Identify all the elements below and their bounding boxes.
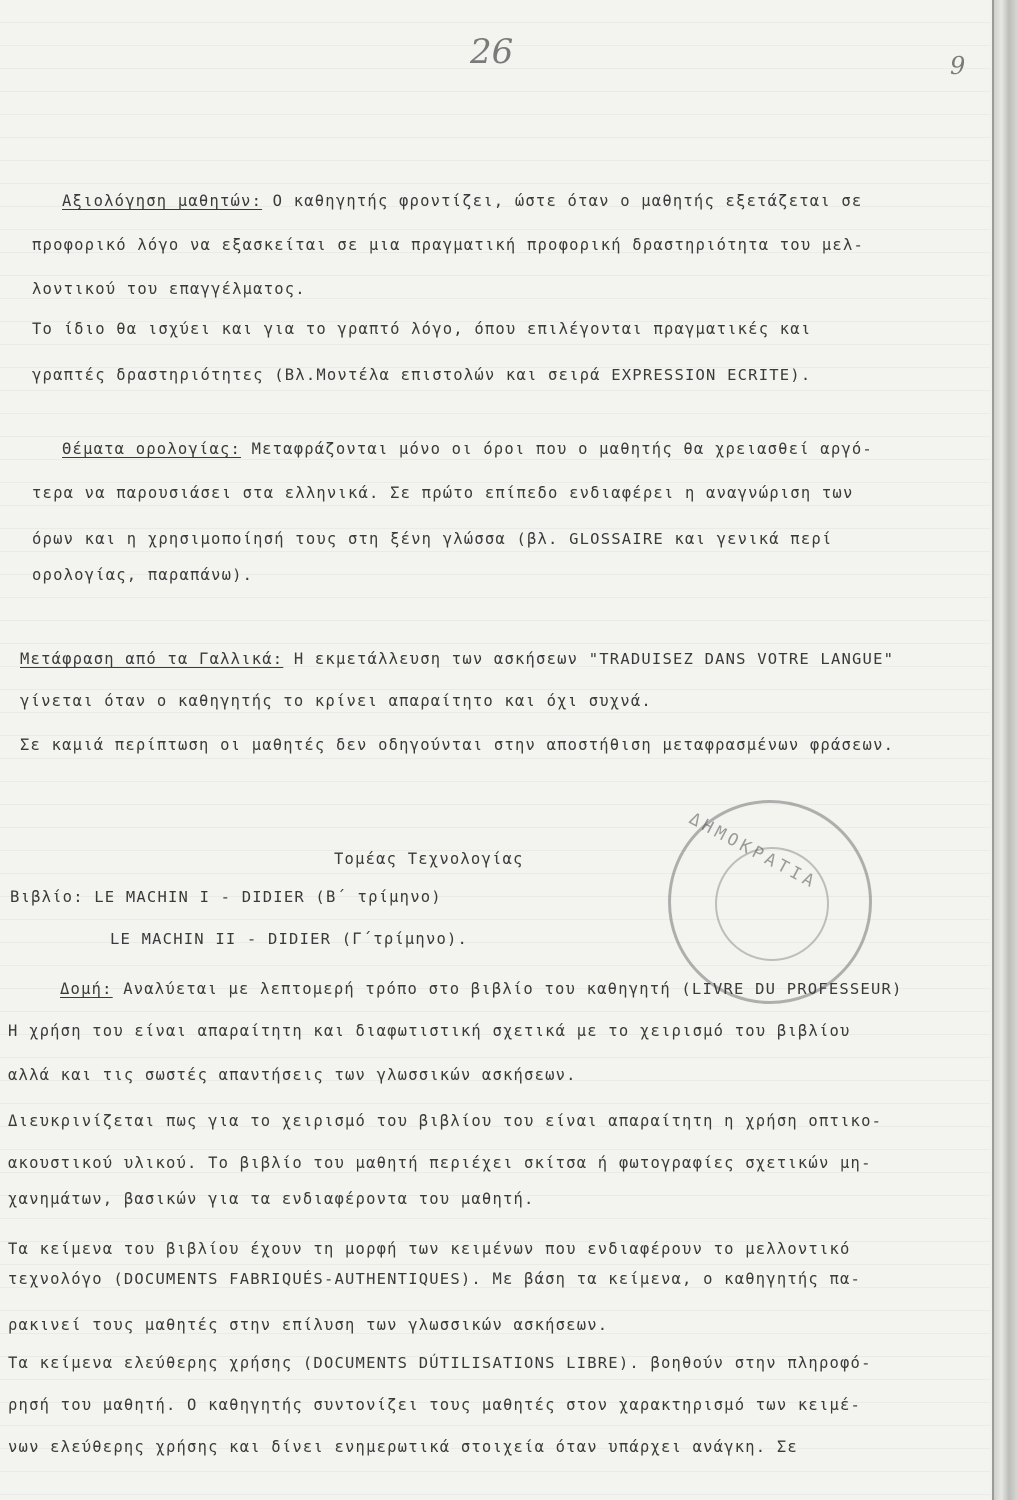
text-line [32,320,811,338]
text-segment: Τομέας Τεχνολογίας [334,850,524,868]
text-line [10,888,442,906]
text-segment: ρησή του μαθητή. Ο καθηγητής συντονίζει τους μαθητές στον χαρακτηρισμό των κειμέ- [8,1396,862,1414]
text-line [32,280,306,298]
text-segment: ορολογίας, παραπάνω). [32,566,254,584]
text-line [8,1438,798,1456]
text-line [8,1354,872,1372]
text-segment: Μεταφράζονται μόνο οι όροι που ο μαθητής θα χρειασθεί αργό- [241,440,873,458]
text-line [20,650,894,668]
text-line [32,236,864,254]
text-segment: τερα να παρουσιάσει στα ελληνικά. Σε πρώτο επίπεδο ενδιαφέρει η αναγνώριση των [32,484,854,502]
text-line [8,1066,577,1084]
text-segment: Τα κείμενα του βιβλίου έχουν τη μορφή των κειμένων που ενδιαφέρουν το μελλοντικό [8,1240,851,1258]
text-segment: Τα κείμενα ελεύθερης χρήσης (DOCUMENTS DÚTILISATIONS LIBRE). βοηθούν στην πληροφό- [8,1354,872,1372]
text-line [20,692,652,710]
text-line [8,1316,608,1334]
stamp-text: ΔΗΜΟΚΡΑΤΙΑ [685,809,821,894]
text-segment: τεχνολόγο (DOCUMENTS FABRIQUÉS-AUTHENTIQUES). Με βάση τα κείμενα, ο καθηγητής πα- [8,1270,862,1288]
text-line [32,366,811,384]
text-segment: γίνεται όταν ο καθηγητής το κρίνει απαραίτητο και όχι συχνά. [20,692,652,710]
text-segment: λοντικού του επαγγέλματος. [32,280,306,298]
text-segment: LE MACHIN II - DIDIER (Γ΄τρίμηνο). [110,930,469,948]
text-segment: χανημάτων, βασικών για τα ενδιαφέροντα του μαθητή. [8,1190,535,1208]
text-line [8,1240,851,1258]
text-segment: ακουστικού υλικού. Το βιβλίο του μαθητή περιέχει σκίτσα ή φωτογραφίες σχετικών μη- [8,1154,872,1172]
section-heading: Μετάφραση από τα Γαλλικά: [20,650,284,668]
text-line [334,850,524,868]
text-line [62,192,862,210]
text-line [20,736,894,754]
stamp [668,800,872,1004]
text-line [110,930,468,948]
text-line [8,1270,861,1288]
section-heading: Θέματα ορολογίας: [62,440,242,458]
text-segment: Βιβλίο: LE MACHIN I - DIDIER (Β΄ τρίμηνο) [10,888,442,906]
text-line [32,566,253,584]
text-line [8,1190,535,1208]
text-segment: Αναλύεται με λεπτομερή τρόπο στο βιβλίο του καθηγητή (LIVRE DU PROFESSEUR) [112,980,903,998]
text-segment: Ο καθηγητής φροντίζει, ώστε όταν ο μαθητής εξετάζεται σε [262,192,863,210]
text-segment: Η εκμετάλλευση των ασκήσεων "TRADUISEZ DANS VOTRE LANGUE" [283,650,895,668]
binder-edge [992,0,1017,1500]
section-heading: Δομή: [60,980,113,998]
text-segment: νων ελεύθερης χρήσης και δίνει ενημερωτικά στοιχεία όταν υπάρχει ανάγκη. Σε [8,1438,798,1456]
text-line [32,530,832,548]
text-segment: Το ίδιο θα ισχύει και για το γραπτό λόγο, όπου επιλέγονται πραγματικές και [32,320,812,338]
text-segment: Διευκρινίζεται πως για το χειρισμό του βιβλίου του είναι απαραίτητη η χρήση οπτικο- [8,1112,883,1130]
text-line [32,484,853,502]
text-line [8,1154,872,1172]
text-line [8,1112,882,1130]
text-segment: γραπτές δραστηριότητες (Βλ.Μοντέλα επιστολών και σειρά EXPRESSION ECRITE). [32,366,812,384]
section-heading: Αξιολόγηση μαθητών: [62,192,263,210]
text-line [8,1022,851,1040]
text-line [60,980,903,998]
text-segment: Η χρήση του είναι απαραίτητη και διαφωτιστική σχετικά με το χειρισμό του βιβλίου [8,1022,851,1040]
text-line [8,1396,861,1414]
text-segment: προφορικό λόγο να εξασκείται σε μια πραγματική προφορική δραστηριότητα του μελ- [32,236,865,254]
text-segment: Σε καμιά περίπτωση οι μαθητές δεν οδηγούνται στην αποστήθιση μεταφρασμένων φράσεων. [20,736,895,754]
handwritten-corner-number: 9 [950,52,966,80]
text-segment: ρακινεί τους μαθητές στην επίλυση των γλωσσικών ασκήσεων. [8,1316,609,1334]
text-segment: όρων και η χρησιμοποίησή τους στη ξένη γλώσσα (βλ. GLOSSAIRE και γενικά περί [32,530,833,548]
text-line [62,440,873,458]
handwritten-page-number: 26 [470,32,514,72]
text-segment: αλλά και τις σωστές απαντήσεις των γλωσσικών ασκήσεων. [8,1066,577,1084]
